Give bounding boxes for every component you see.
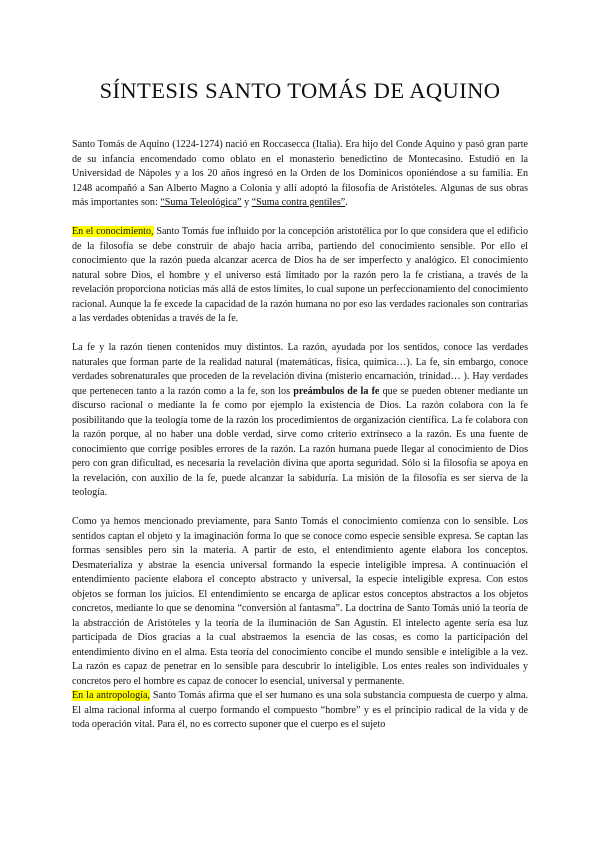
- document-body: [72, 138, 528, 733]
- teoria-conocimiento-text: Como ya hemos mencionado previamente, para Santo Tomás el conocimiento comienza con lo sensible. Los sentidos captan el objeto y la imaginación forma lo que se conoce como especie sensible expresa. Se captan las formas sensibles pero sin la materia. A partir de esto, el entendimiento agente elabora los conceptos. Desmaterializa y abstrae la esencia universal formando la especie inteligible impresa. A continuación el entendimiento paciente elabora el concepto abstracto y universal, la especie inteligible expresa. Con estos objetos se forman los juicios. El entendimiento se encarga de aplicar estos conceptos abstractos a los objetos concretos, mediante lo que se denomina “conversión al fantasma”. La doctrina de Santo Tomás unió la teoría de la abstracción de Aristóteles y la teoría de la iluminación de San Agustín. El intelecto agente sería esa luz participada de Dios gracias a la cual abstraemos la esencia de las cosas, es como la participación del entendimiento divino en el alma. Esta teoría del conocimiento concibe el mundo sensible e inteligible a la vez. La razón es capaz de penetrar en lo sensible para descubrir lo inteligible. Los entes reales son individuales y concretos pero el hombre es capaz de conocer lo esencial, universal y permanente.: [72, 516, 528, 687]
- bold-preambulos: preámbulos de la fe: [293, 385, 380, 397]
- biography-text: Santo Tomás de Aquino (1224-1274) nació en Roccasecca (Italia). Era hijo del Conde Aquino y pasó gran parte de su infancia encomendado como oblato en el monasterio benedictino de Montecasino. Estudió en la Universidad de Nápoles y a los 20 años ingresó en la Orden de los Dominicos oponiéndose a su familia. En 1248 acompañó a San Alberto Magno a Colonia y allí adoptó la filosofía de Aristóteles. Algunas de sus obras más importantes son:: [72, 139, 528, 208]
- biography-conjunction: y: [241, 197, 252, 208]
- fe-razon-text-2: que se pueden obtener mediante un discurso racional o mediante la fe como por ejemplo la existencia de Dios. La razón colabora con la fe posibilitando que la teología tome de la razón los procedimientos de organización científica. La fe colabora con la razón porque, al no haber una doble verdad, sirve como criterio extrínseco a la razón. Es una fuente de conocimiento que corrige posibles errores de la razón. La razón humana puede llegar al conocimiento de Dios pero con gran dificultad, es necesaria la revelación divina que aporta seguridad. Sólo si la filosofía se apoya en la revelación, con auxilio de la fe, puede alcanzar la sabiduría. La misión de la filosofía es ser sierva de la teología.: [72, 385, 529, 498]
- work-title-suma-teleologica: “Suma Teleológica”: [160, 197, 242, 208]
- conocimiento-text: Santo Tomás fue influido por la concepción aristotélica por lo que considera que el edificio de la filosofía se debe construir de abajo hacia arriba, partiendo del conocimiento sensible. Por ello el conocimiento que la razón pueda alcanzar acerca de Dios ha de ser imperfecto y analógico. El conocimiento natural sobre Dios, el hombre y el universo está limitado por la razón pero la fe cristiana, a través de la revelación proporciona noticias más allá de estos límites, lo cual supone un perfeccionamiento del conocimiento racional. Aunque la fe excede la capacidad de la razón humana no por eso las verdades racionales son contrarias a las verdades obtenidas a través de la fe.: [72, 226, 528, 324]
- paragraph-conocimiento: [72, 225, 528, 327]
- paragraph-fe-razon: [72, 341, 528, 501]
- fe-razon-text-1: La fe y la razón tienen contenidos muy distintos. La razón, ayudada por los sentidos, conoce las verdades naturales que forman parte de la realidad natural (matemáticas, física, química…). La fe, sin embargo, conoce verdades sobrenaturales que proceden de la revelación divina (misterio encarnación, trinidad… ). Hay verdades que pertenecen tanto a la razón como a la fe, son los: [72, 342, 528, 397]
- paragraph-biography: [72, 138, 528, 211]
- biography-end: .: [345, 197, 348, 208]
- page-title: SÍNTESIS SANTO TOMÁS DE AQUINO: [99, 78, 501, 103]
- paragraph-teoria-conocimiento: [72, 515, 528, 689]
- paragraph-antropologia: [72, 689, 528, 733]
- work-title-suma-contra-gentiles: “Suma contra gentiles”: [251, 197, 346, 208]
- antropologia-text: Santo Tomás afirma que el ser humano es una sola substancia compuesta de cuerpo y alma. El alma racional informa al cuerpo formando el compuesto “hombre” y es el principio radical de la vida y de toda operación vital. Para él, no es correcto suponer que el cuerpo es el sujeto: [72, 690, 528, 730]
- highlight-antropologia: En la antropología,: [72, 690, 150, 701]
- highlight-conocimiento: En el conocimiento,: [72, 226, 154, 237]
